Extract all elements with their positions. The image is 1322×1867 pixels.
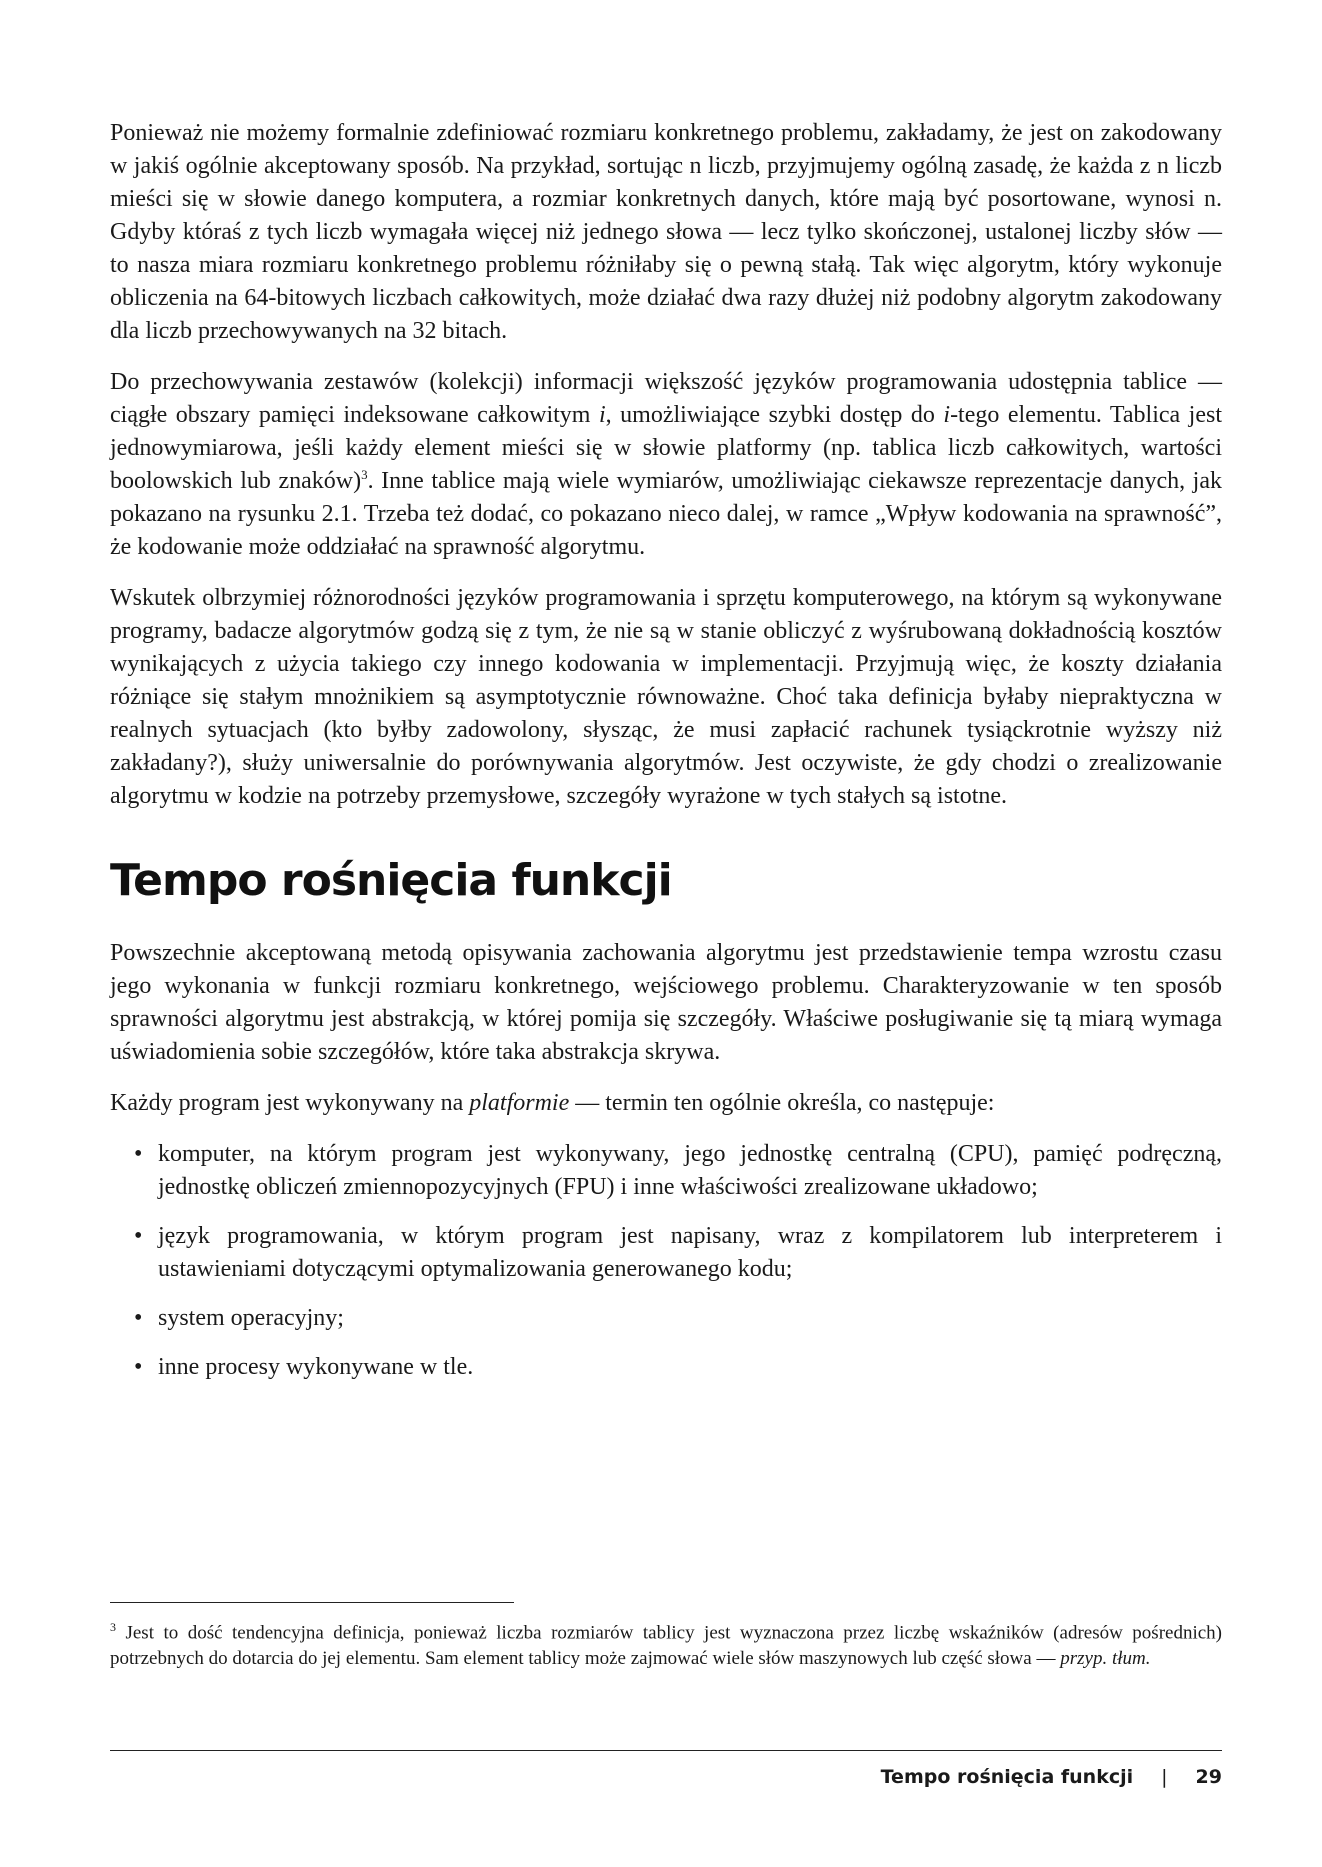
page-content xyxy=(110,117,1222,1400)
paragraph-5-part-b: — termin ten ogólnie określa, co następuje: xyxy=(569,1090,995,1116)
variable-i: i xyxy=(598,402,606,428)
list-item-text: język programowania, w którym program jest napisany, wraz z kompilatorem lub interpreterem i ustawieniami dotyczącymi optymalizowania generowanego kodu; xyxy=(158,1223,1222,1282)
footnote-reference[interactable]: 3 xyxy=(361,467,368,482)
footnote-number: 3 xyxy=(110,1620,116,1634)
footer-divider xyxy=(110,1750,1222,1751)
paragraph-2 xyxy=(110,366,1222,564)
term-platform: platformie xyxy=(469,1090,570,1116)
paragraph-2-part-a: Do przechowywania zestawów (kolekcji) informacji większość języków programowania udostępnia tablice — ciągłe obszary pamięci indeksowane całkowitym xyxy=(110,369,1222,428)
platform-list xyxy=(110,1138,1222,1384)
paragraph-5-part-a: Każdy program jest wykonywany na xyxy=(110,1090,470,1116)
list-item-text: komputer, na którym program jest wykonywany, jego jednostkę centralną (CPU), pamięć podręczną, jednostkę obliczeń zmiennopozycyjnych (FPU) i inne właściwości zrealizowane układowo; xyxy=(158,1141,1222,1200)
variable-i-2: i xyxy=(943,402,951,428)
paragraph-3: Wskutek olbrzymiej różnorodności języków programowania i sprzętu komputerowego, na którym są wykonywane programy, badacze algorytmów godzą się z tym, że nie są w stanie obliczyć z wyśrubowaną dokładnością kosztów wynikających z użycia takiego czy innego kodowania w implementacji. Przyjmują więc, że koszty działania różniące się stałym mnożnikiem są asymptotycznie równoważne. Choć taka definicja byłaby niepraktyczna w realnych sytuacjach (kto byłby zadowolony, słysząc, że musi zapłacić rachunek tysiąckrotnie wyższy niż zakładany?), służy uniwersalnie do porównywania algorytmów. Jest oczywiste, że gdy chodzi o zrealizowanie algorytmu w kodzie na potrzeby przemysłowe, szczegóły wyrażone w tych stałych są istotne. xyxy=(110,585,1222,809)
bullet-icon: • xyxy=(134,1223,143,1249)
footnote-text: Jest to dość tendencyjna definicja, ponieważ liczba rozmiarów tablicy jest wyznaczona przez liczbę wskaźników (adresów pośrednich) potrzebnych do dotarcia do jej elementu. Sam element tablicy może zajmować wiele słów maszynowych lub część słowa — xyxy=(110,1622,1222,1670)
running-title: Tempo rośnięcia funkcji xyxy=(880,1766,1134,1788)
paragraph-2-part-c: -tego elementu. Tablica jest jednowymiarowa, jeśli każdy element mieści się w słowie platformy (np. tablica liczb całkowitych, wartości boolowskich lub znaków) xyxy=(110,402,1222,494)
bullet-icon: • xyxy=(134,1354,143,1380)
list-item xyxy=(110,1351,1222,1384)
bullet-icon: • xyxy=(134,1141,143,1167)
footnote-divider xyxy=(110,1602,514,1603)
list-item-text: inne procesy wykonywane w tle. xyxy=(158,1354,474,1380)
paragraph-2-part-d: . Inne tablice mają wiele wymiarów, umożliwiając ciekawsze reprezentacje danych, jak pokazano na rysunku 2.1. Trzeba też dodać, co pokazano nieco dalej, w ramce „Wpływ kodowania na sprawność”, że kodowanie może oddziałać na sprawność algorytmu. xyxy=(110,468,1222,560)
footer-separator: | xyxy=(1161,1766,1168,1788)
page-footer xyxy=(881,1762,1222,1792)
list-item xyxy=(110,1302,1222,1335)
section-heading: Tempo rośnięcia funkcji xyxy=(110,855,672,906)
paragraph-4: Powszechnie akceptowaną metodą opisywania zachowania algorytmu jest przedstawienie tempa wzrostu czasu jego wykonania w funkcji rozmiaru konkretnego, wejściowego problemu. Charakteryzowanie w ten sposób sprawności algorytmu jest abstrakcją, w której pomija się szczegóły. Właściwe posługiwanie się tą miarą wymaga uświadomienia sobie szczegółów, które taka abstrakcja skrywa. xyxy=(110,940,1222,1065)
paragraph-2-part-b: , umożliwiające szybki dostęp do xyxy=(605,402,944,428)
bullet-icon: • xyxy=(134,1305,143,1331)
paragraph-5 xyxy=(110,1087,1222,1120)
footnote xyxy=(110,1614,1222,1672)
list-item-text: system operacyjny; xyxy=(158,1305,344,1331)
page-number: 29 xyxy=(1195,1766,1222,1788)
list-item xyxy=(110,1220,1222,1286)
list-item xyxy=(110,1138,1222,1204)
footnote-translator-note: przyp. tłum. xyxy=(1060,1648,1151,1670)
paragraph-1: Ponieważ nie możemy formalnie zdefiniować rozmiaru konkretnego problemu, zakładamy, że jest on zakodowany w jakiś ogólnie akceptowany sposób. Na przykład, sortując n liczb, przyjmujemy ogólną zasadę, że każda z n liczb mieści się w słowie danego komputera, a rozmiar konkretnych danych, które mają być posortowane, wynosi n. Gdyby któraś z tych liczb wymagała więcej niż jednego słowa — lecz tylko skończonej, ustalonej liczby słów — to nasza miara rozmiaru konkretnego problemu różniłaby się o pewną stałą. Tak więc algorytm, który wykonuje obliczenia na 64-bitowych liczbach całkowitych, może działać dwa razy dłużej niż podobny algorytm zakodowany dla liczb przechowywanych na 32 bitach. xyxy=(110,120,1222,344)
